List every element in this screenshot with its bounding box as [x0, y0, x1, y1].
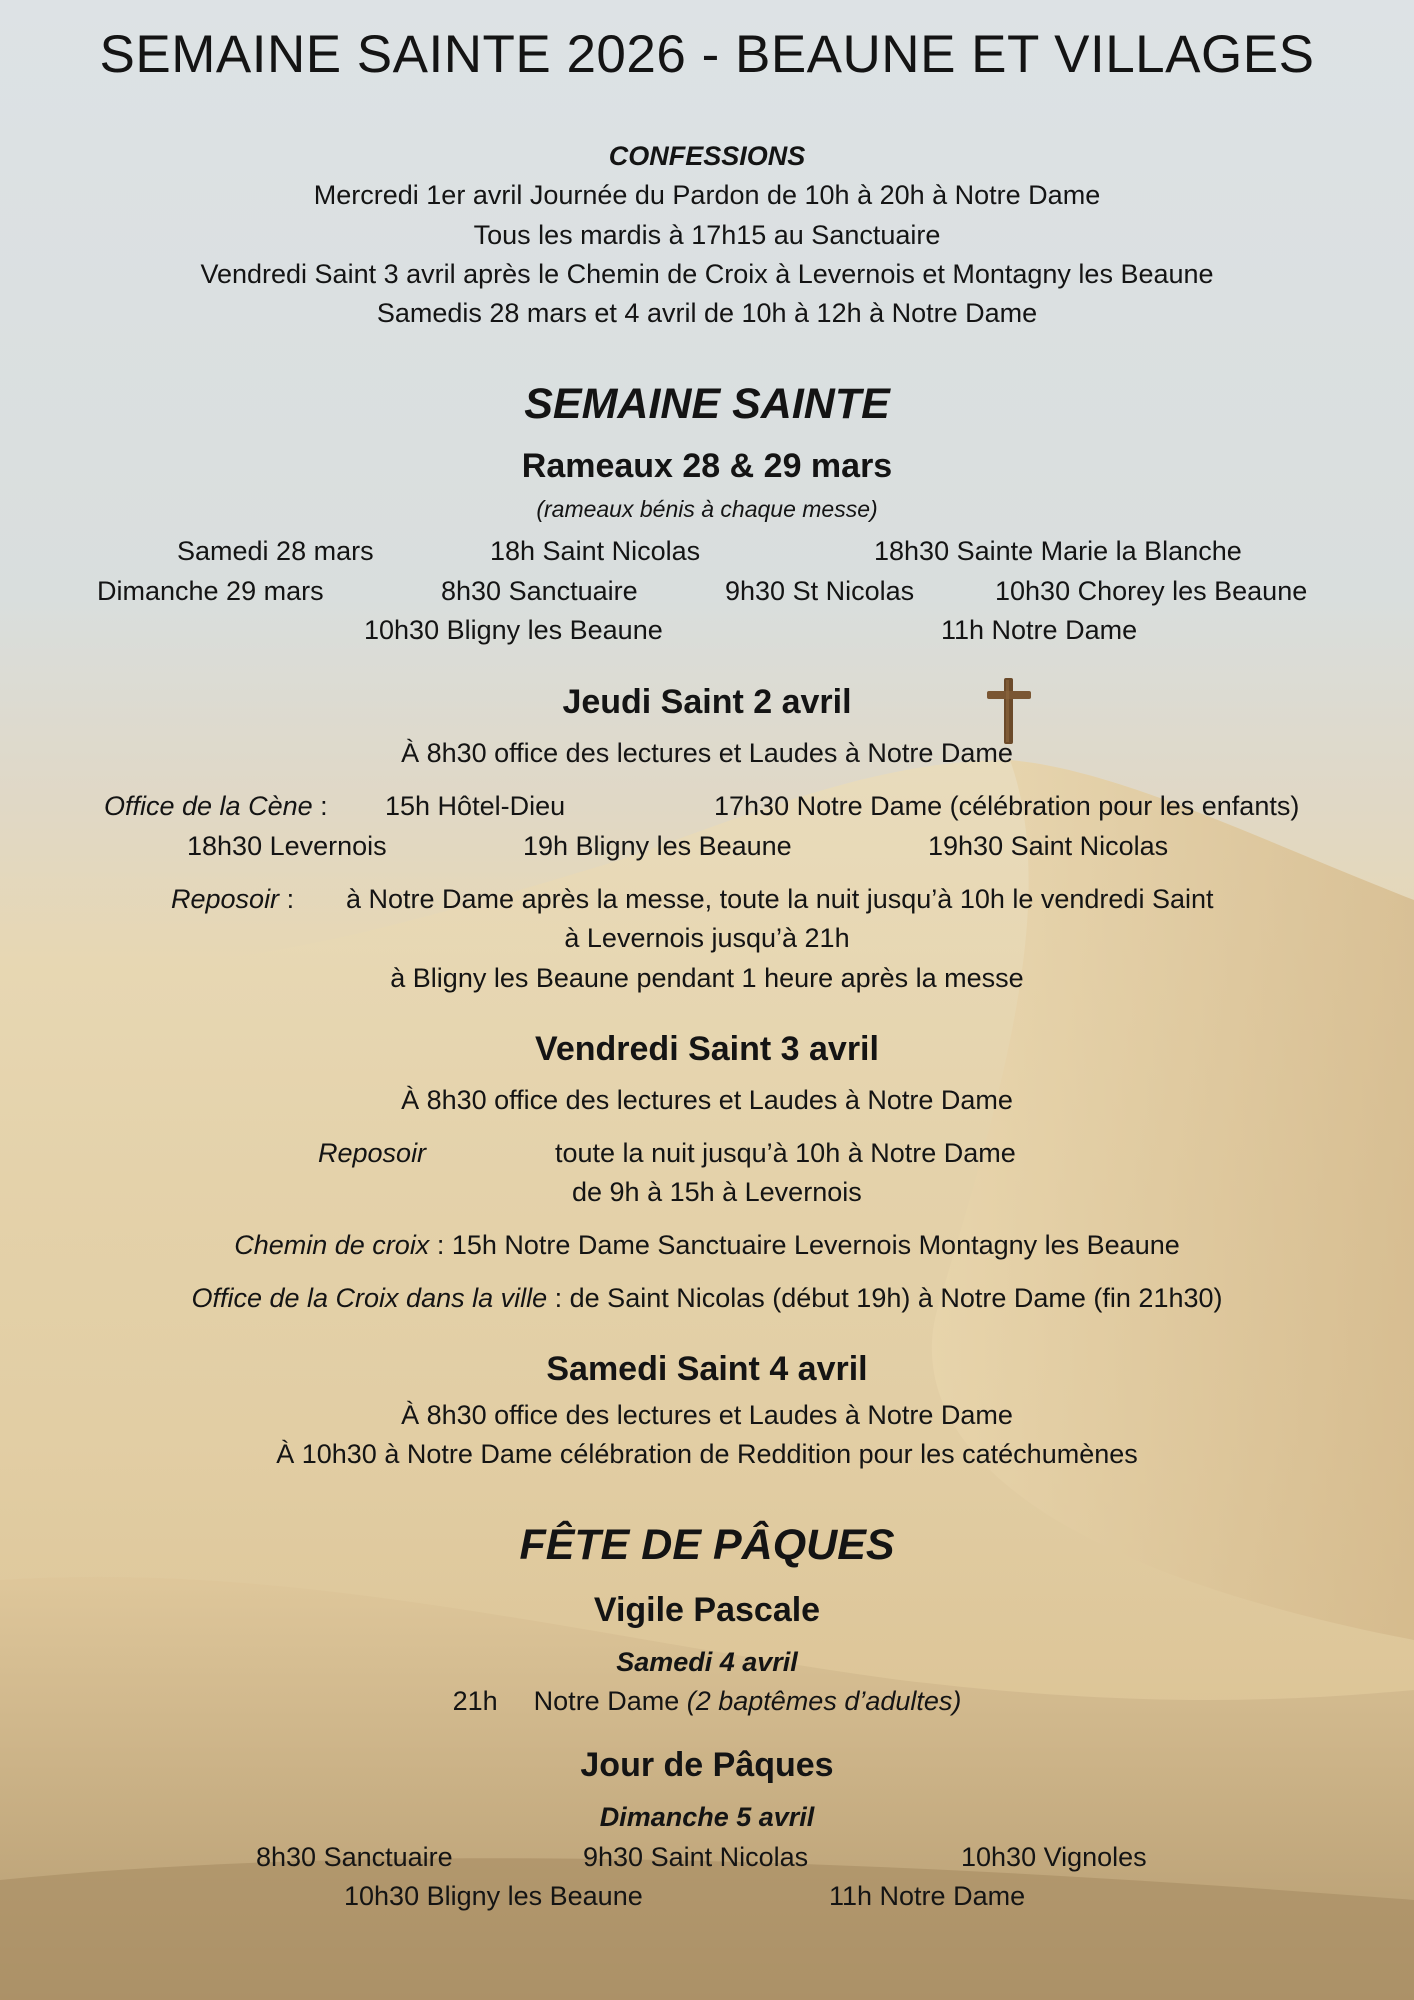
chemin-de-croix-line: [0, 1230, 1414, 1261]
vendredi-reposoir-label: Reposoir: [318, 1138, 427, 1168]
jour-paques-heading: Jour de Pâques: [580, 1746, 834, 1784]
wooden-cross-icon: [984, 676, 1034, 746]
mass-time: 11h Notre Dame: [829, 1881, 1026, 1911]
reposoir-line: de 9h à 15h à Levernois: [572, 1177, 862, 1207]
chemin-label: Chemin de croix: [234, 1230, 430, 1260]
reposoir-line: à Bligny les Beaune pendant 1 heure après la messe: [390, 963, 1024, 993]
jeudi-saint-heading: Jeudi Saint 2 avril: [562, 683, 852, 721]
semaine-sainte-heading: SEMAINE SAINTE: [524, 380, 890, 428]
vendredi-saint-heading: Vendredi Saint 3 avril: [535, 1030, 879, 1068]
mass-time: 9h30 Saint Nicolas: [583, 1842, 809, 1872]
rameaux-heading: Rameaux 28 & 29 mars: [521, 447, 893, 485]
paques-heading: FÊTE DE PÂQUES: [519, 1521, 895, 1569]
mass-time: 10h30 Bligny les Beaune: [364, 615, 663, 645]
confessions-line: Vendredi Saint 3 avril après le Chemin de Croix à Levernois et Montagny les Beaune: [200, 259, 1214, 289]
cene-label: [104, 791, 328, 822]
mass-time: 19h30 Saint Nicolas: [928, 831, 1169, 861]
office-text: : de Saint Nicolas (début 19h) à Notre Dame (fin 21h30): [547, 1283, 1223, 1313]
vigile-time: 21h: [452, 1686, 498, 1716]
samedi-reddition: À 10h30 à Notre Dame célébration de Reddition pour les catéchumènes: [276, 1439, 1138, 1469]
samedi-laudes: À 8h30 office des lectures et Laudes à Notre Dame: [401, 1400, 1013, 1430]
reposoir-line: toute la nuit jusqu’à 10h à Notre Dame: [555, 1138, 1016, 1168]
mass-time: 15h Hôtel-Dieu: [385, 791, 566, 821]
vigile-date: Samedi 4 avril: [616, 1647, 798, 1677]
office-croix-line: [0, 1283, 1414, 1314]
cene-label-text: Office de la Cène: [104, 791, 313, 821]
vigile-note: (2 baptêmes d’adultes): [686, 1686, 962, 1716]
mass-time: 17h30 Notre Dame (célébration pour les enfants): [714, 791, 1300, 821]
vigile-place: Notre Dame: [533, 1686, 687, 1716]
rameaux-dimanche-label: Dimanche 29 mars: [97, 576, 324, 606]
office-label: Office de la Croix dans la ville: [191, 1283, 548, 1313]
reposoir-line: à Notre Dame après la messe, toute la nuit jusqu’à 10h le vendredi Saint: [346, 884, 1214, 914]
reposoir-colon: :: [279, 884, 295, 914]
jour-paques-date: Dimanche 5 avril: [599, 1802, 815, 1832]
rameaux-samedi-label: Samedi 28 mars: [177, 536, 374, 566]
confessions-line: Tous les mardis à 17h15 au Sanctuaire: [473, 220, 941, 250]
mass-time: 18h Saint Nicolas: [490, 536, 701, 566]
confessions-line: Samedis 28 mars et 4 avril de 10h à 12h à Notre Dame: [376, 298, 1038, 328]
reposoir-line: à Levernois jusqu’à 21h: [564, 923, 850, 953]
mass-time: 11h Notre Dame: [941, 615, 1138, 645]
mass-time: 10h30 Bligny les Beaune: [344, 1881, 643, 1911]
vigile-line: [0, 1686, 1414, 1717]
chemin-text: : 15h Notre Dame Sanctuaire Levernois Montagny les Beaune: [429, 1230, 1180, 1260]
jeudi-laudes: À 8h30 office des lectures et Laudes à Notre Dame: [401, 738, 1013, 768]
reposoir-label: [171, 884, 294, 915]
vendredi-laudes: À 8h30 office des lectures et Laudes à Notre Dame: [401, 1085, 1013, 1115]
page-title: SEMAINE SAINTE 2026 - BEAUNE ET VILLAGES: [99, 25, 1315, 84]
confessions-heading: CONFESSIONS: [608, 141, 806, 171]
mass-time: 10h30 Vignoles: [961, 1842, 1147, 1872]
reposoir-label-text: Reposoir: [171, 884, 280, 914]
mass-time: 18h30 Sainte Marie la Blanche: [874, 536, 1242, 566]
mass-time: 10h30 Chorey les Beaune: [995, 576, 1308, 606]
cene-colon: :: [312, 791, 328, 821]
confessions-line: Mercredi 1er avril Journée du Pardon de 10h à 20h à Notre Dame: [313, 180, 1101, 210]
rameaux-note: (rameaux bénis à chaque messe): [536, 496, 878, 522]
mass-time: 8h30 Sanctuaire: [441, 576, 638, 606]
mass-time: 19h Bligny les Beaune: [523, 831, 792, 861]
mass-time: 8h30 Sanctuaire: [256, 1842, 453, 1872]
samedi-saint-heading: Samedi Saint 4 avril: [546, 1350, 868, 1388]
vigile-heading: Vigile Pascale: [593, 1591, 821, 1629]
mass-time: 18h30 Levernois: [187, 831, 387, 861]
mass-time: 9h30 St Nicolas: [725, 576, 915, 606]
